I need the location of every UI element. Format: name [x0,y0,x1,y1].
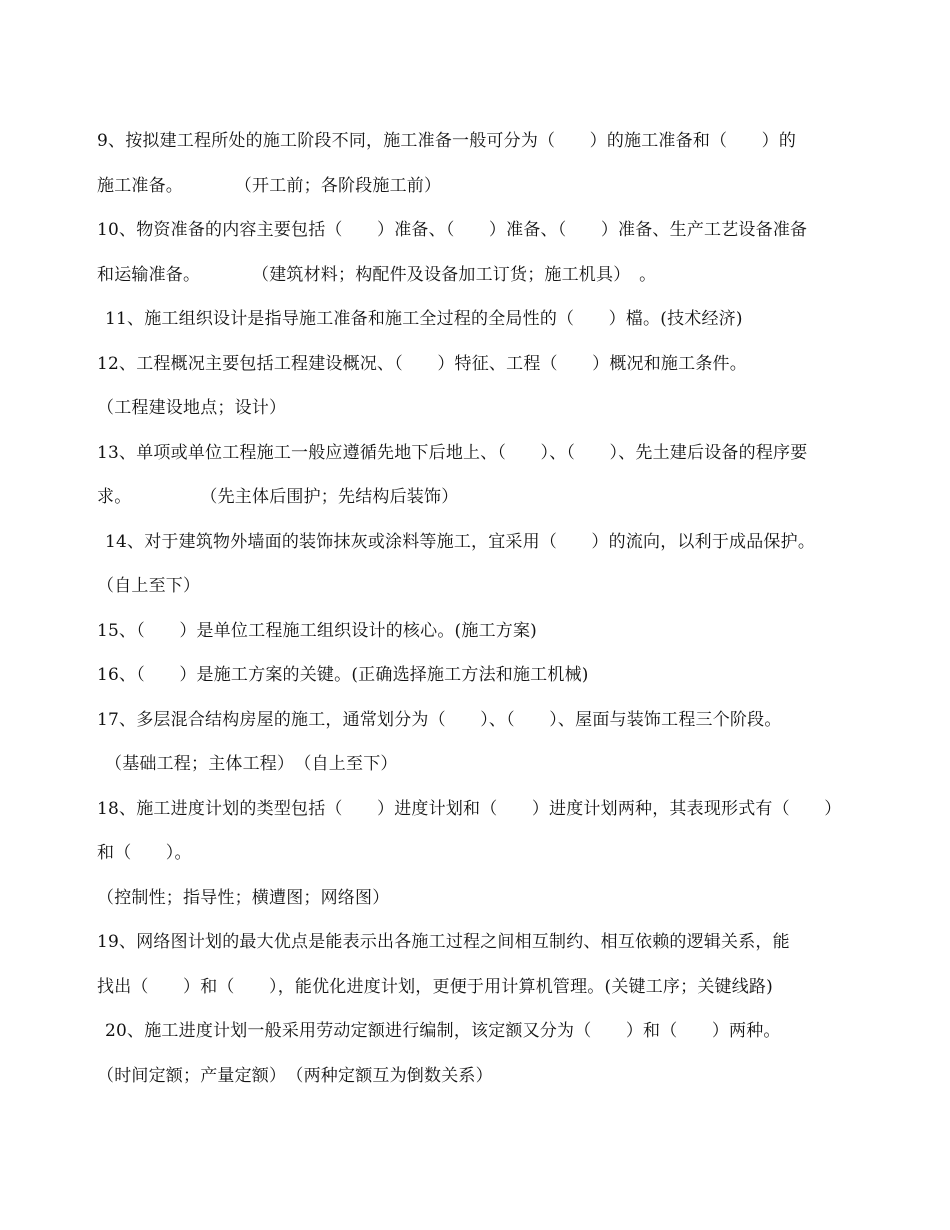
question-14-line: 14、对于建筑物外墙面的装饰抹灰或涂料等施工，宜采用（ ）的流向，以利于成品保护。 [105,532,816,552]
question-18-answer: （控制性；指导性；横遭图；网络图） [97,888,390,908]
question-16-line: 16、（ ）是施工方案的关键。(正确选择施工方法和施工机械) [97,665,589,685]
question-13-line-1: 13、单项或单位工程施工一般应遵循先地下后地上、（ ）、（ ）、先土建后设备的程序要 [97,443,808,463]
question-19-line-2: 找出（ ）和（ ），能优化进度计划，更便于用计算机管理。(关键工序；关键线路) [97,977,773,997]
question-17-answer: （基础工程；主体工程） （自上至下） [105,754,398,774]
question-14-answer: （自上至下） [97,576,201,596]
question-20-line: 20、施工进度计划一般采用劳动定额进行编制，该定额又分为（ ）和（ ）两种。 [105,1021,781,1041]
question-12-line-1: 12、工程概况主要包括工程建设概况、（ ）特征、工程（ ）概况和施工条件。 [97,354,747,374]
question-13-line-2: 求。 （先主体后围护；先结构后装饰） [97,487,459,507]
question-9-line-1: 9、按拟建工程所处的施工阶段不同，施工准备一般可分为（ ）的施工准备和（ ）的 [97,131,797,151]
question-10-line-1: 10、物资准备的内容主要包括（ ）准备、（ ）准备、（ ）准备、生产工艺设备准备 [97,220,808,240]
question-10-line-2: 和运输准备。 （建筑材料；构配件及设备加工订货；施工机具） 。 [97,265,657,285]
question-17-line: 17、多层混合结构房屋的施工，通常划分为（ ）、（ ）、屋面与装饰工程三个阶段。 [97,710,782,730]
question-18-line-1: 18、施工进度计划的类型包括（ ）进度计划和（ ）进度计划两种，其表现形式有（ ） [97,799,842,819]
question-18-line-2: 和（ ）。 [97,843,192,863]
question-20-answer: （时间定额；产量定额） （两种定额互为倒数关系） [97,1066,493,1086]
question-12-answer: （工程建设地点；设计） [97,398,287,418]
question-11-line: 11、施工组织设计是指导施工准备和施工全过程的全局性的（ ）檔。(技术经济) [105,309,743,329]
question-15-line: 15、（ ）是单位工程施工组织设计的核心。(施工方案) [97,621,537,641]
question-9-line-2: 施工准备。 （开工前；各阶段施工前） [97,176,442,196]
question-19-line-1: 19、网络图计划的最大优点是能表示出各施工过程之间相互制约、相互依赖的逻辑关系，能 [97,932,790,952]
